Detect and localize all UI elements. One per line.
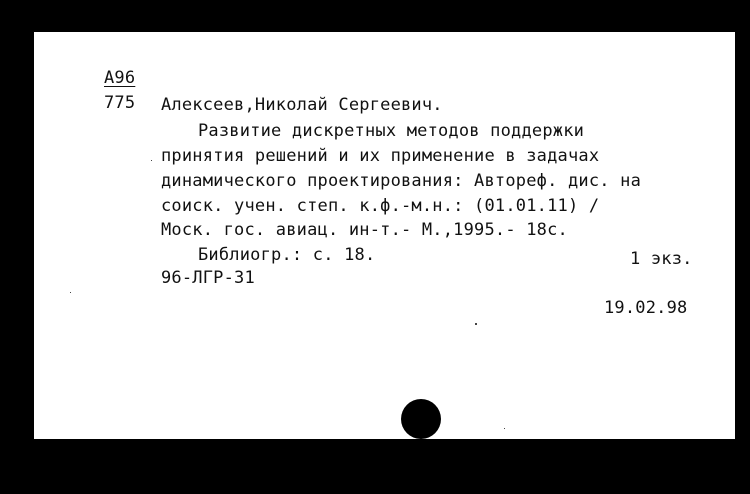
shelf-mark-top: А96 — [104, 68, 136, 88]
scan-speck — [70, 292, 71, 293]
catalog-card — [34, 32, 735, 439]
copies-count: 1 экз. — [630, 249, 693, 269]
entry-date: 19.02.98 — [604, 298, 688, 318]
card-punch-hole — [401, 399, 441, 439]
scan-speck — [475, 323, 477, 325]
scan-speck — [151, 160, 152, 161]
title-line-3: динамического проектирования: Автореф. дис. на — [161, 171, 642, 191]
scan-border-right — [735, 32, 750, 494]
bibliography-note: Библиогр.: с. 18. — [198, 245, 376, 265]
title-line-2: принятия решений и их применение в задачах — [161, 146, 600, 166]
shelf-mark-bottom: 775 — [104, 93, 136, 113]
registration-number: 96-ЛГР-31 — [161, 268, 255, 288]
title-line-1: Развитие дискретных методов поддержки — [198, 121, 585, 141]
title-line-5: Моск. гос. авиац. ин-т.- М.,1995.- 18с. — [161, 220, 568, 240]
scan-speck — [504, 428, 505, 429]
title-line-4: соиск. учен. степ. к.ф.-м.н.: (01.01.11) / — [161, 196, 600, 216]
author-name: Алексеев,Николай Сергеевич. — [161, 95, 443, 115]
